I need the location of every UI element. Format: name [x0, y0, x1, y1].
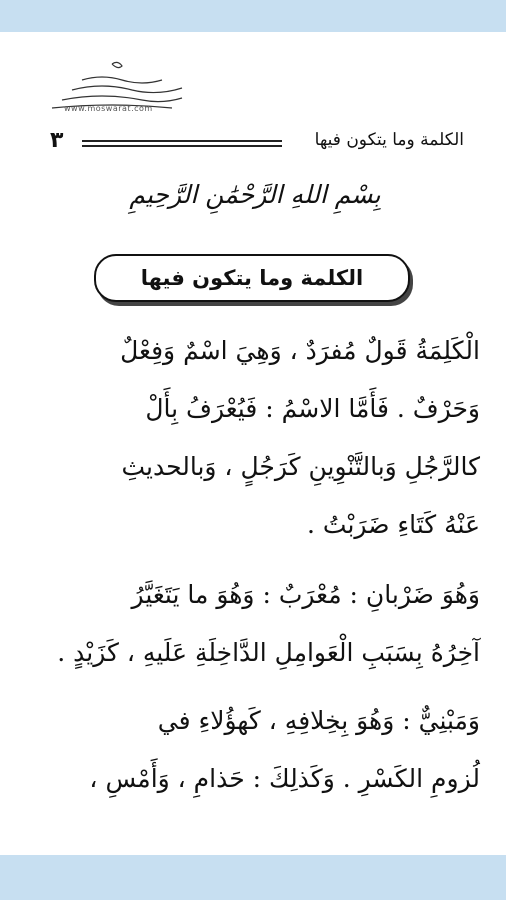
chapter-title: الكلمة وما يتكون فيها	[140, 266, 364, 290]
text-line: وَحَرْفٌ . فَأَمَّا الاسْمُ : فَيُعْرَفُ بِأَلْ	[145, 394, 480, 423]
text-line: آخِرُهُ بِسَبَبِ الْعَوامِلِ الدَّاخِلَةِ عَلَيهِ ، كَزَيْدٍ .	[57, 638, 480, 667]
text-line: عَنْهُ كَتَاءِ ضَرَبْتُ .	[307, 510, 480, 539]
bottom-frame-bar	[0, 855, 506, 900]
stamp-logo	[42, 58, 192, 124]
paragraph-1	[28, 322, 480, 554]
paragraph-3	[28, 692, 480, 808]
page-number: ٣	[50, 128, 64, 153]
text-line: لُزومِ الكَسْرِ . وَكَذلِكَ : حَذامِ ، وَأَمْسِ ،	[89, 764, 480, 793]
running-header	[30, 128, 476, 158]
paragraph-2	[28, 566, 480, 682]
running-title: الكلمة وما يتكون فيها	[314, 130, 464, 150]
stamp-website-text: www.moswarat.com	[64, 104, 153, 113]
chapter-title-box	[94, 254, 410, 302]
basmala	[90, 172, 420, 230]
top-frame-bar	[0, 0, 506, 32]
text-line: وَمَبْنِيٌّ : وَهُوَ بِخِلافِهِ ، كَهؤُلاءِ في	[157, 706, 480, 735]
basmala-text: بِسْمِ اللهِ الرَّحْمَٰنِ الرَّحِيمِ	[129, 180, 381, 209]
header-rule	[82, 140, 282, 150]
text-line: وَهُوَ ضَرْبانِ : مُعْرَبٌ : وَهُوَ ما يَتَغَيَّرُ	[131, 580, 480, 609]
text-line: كالرَّجُلِ وَبالتَّنْوِينِ كَرَجُلٍ ، وَبالحديثِ	[121, 452, 480, 481]
text-line: الْكَلِمَةُ قَولٌ مُفرَدٌ ، وَهِيَ اسْمٌ وَفِعْلٌ	[120, 336, 480, 365]
